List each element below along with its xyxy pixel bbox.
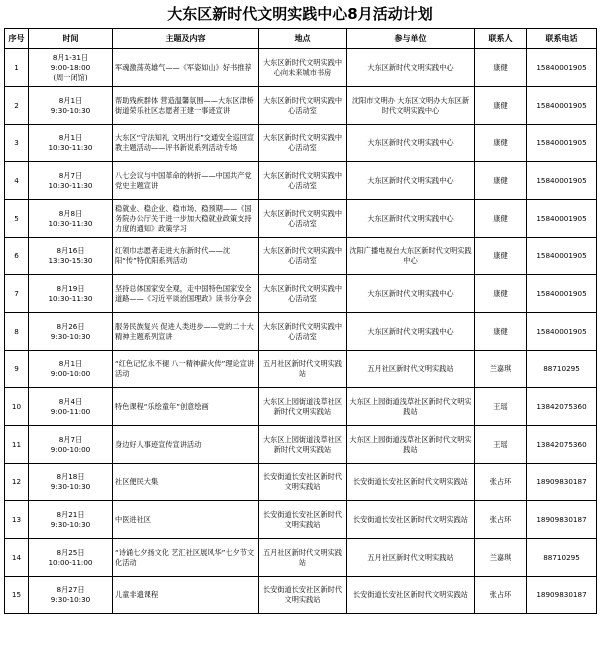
time-line: 8月4日 bbox=[58, 396, 83, 406]
cell-unit: 大东区上园街道浅草社区新时代文明实践站 bbox=[347, 388, 475, 426]
cell-phone: 15840001905 bbox=[527, 238, 597, 275]
cell-phone: 15840001905 bbox=[527, 125, 597, 162]
time-line: 9:30-10:30 bbox=[50, 482, 91, 491]
cell-time bbox=[29, 200, 113, 238]
cell-contact: 康健 bbox=[475, 49, 527, 87]
cell-no: 14 bbox=[5, 539, 29, 577]
cell-place: 大东区新时代文明实践中心活动室 bbox=[259, 200, 347, 238]
cell-no: 7 bbox=[5, 275, 29, 313]
header-no: 序号 bbox=[5, 29, 29, 49]
header-theme: 主题及内容 bbox=[113, 29, 259, 49]
time-line: 8月1日 bbox=[58, 95, 83, 105]
cell-contact: 康健 bbox=[475, 200, 527, 238]
cell-theme: “红色记忆永不褪 八一精神薪火传”理论宣讲活动 bbox=[113, 351, 259, 388]
cell-unit: 大东区新时代文明实践中心 bbox=[347, 49, 475, 87]
cell-place: 大东区新时代文明实践中心活动室 bbox=[259, 238, 347, 275]
cell-place: 五月社区新时代文明实践站 bbox=[259, 539, 347, 577]
cell-unit: 大东区上园街道浅草社区新时代文明实践站 bbox=[347, 426, 475, 464]
cell-unit: 大东区新时代文明实践中心 bbox=[347, 125, 475, 162]
time-line: 10:30-11:30 bbox=[48, 143, 93, 152]
table-row bbox=[5, 577, 597, 614]
cell-place: 大东区新时代文明实践中心活动室 bbox=[259, 162, 347, 200]
cell-phone: 13842075360 bbox=[527, 388, 597, 426]
time-line: 10:30-11:30 bbox=[48, 180, 93, 190]
cell-no: 6 bbox=[5, 238, 29, 275]
time-line: (周一闭馆) bbox=[53, 72, 88, 82]
cell-contact: 张占环 bbox=[475, 464, 527, 501]
cell-contact: 康健 bbox=[475, 313, 527, 351]
time-line: 8月7日 bbox=[58, 170, 83, 180]
time-line: 8月8日 bbox=[58, 208, 83, 218]
cell-no: 1 bbox=[5, 49, 29, 87]
cell-time bbox=[29, 162, 113, 200]
cell-theme: 服务民族复兴 促进人类进步——党的二十大精神主题系列宣讲 bbox=[113, 313, 259, 351]
cell-contact: 康健 bbox=[475, 162, 527, 200]
cell-contact: 兰嘉琪 bbox=[475, 351, 527, 388]
table-row bbox=[5, 125, 597, 162]
time-line: 8月1日 bbox=[58, 359, 83, 368]
cell-phone: 88710295 bbox=[527, 539, 597, 577]
time-line: 9:30-10:30 bbox=[50, 331, 91, 341]
cell-contact: 张占环 bbox=[475, 501, 527, 539]
cell-time bbox=[29, 426, 113, 464]
cell-unit: 大东区新时代文明实践中心 bbox=[347, 313, 475, 351]
time-line: 9:30-10:30 bbox=[50, 519, 91, 529]
cell-place: 长安街道长安社区新时代文明实践站 bbox=[259, 464, 347, 501]
cell-place: 大东区新时代文明实践中心向未来城市书房 bbox=[259, 49, 347, 87]
cell-time bbox=[29, 49, 113, 87]
header-time: 时间 bbox=[29, 29, 113, 49]
cell-no: 5 bbox=[5, 200, 29, 238]
cell-no: 2 bbox=[5, 87, 29, 125]
cell-time bbox=[29, 275, 113, 313]
cell-theme: 特色课程“乐绘童年”创意绘画 bbox=[113, 388, 259, 426]
cell-contact: 王瑶 bbox=[475, 426, 527, 464]
cell-theme: 身边好人事迹宣传宣讲活动 bbox=[113, 426, 259, 464]
cell-phone: 18909830187 bbox=[527, 501, 597, 539]
cell-place: 长安街道长安社区新时代文明实践站 bbox=[259, 577, 347, 614]
time-line: 8月25日 bbox=[56, 547, 85, 557]
cell-phone: 18909830187 bbox=[527, 577, 597, 614]
table-row bbox=[5, 49, 597, 87]
cell-unit: 长安街道长安社区新时代文明实践站 bbox=[347, 464, 475, 501]
cell-time bbox=[29, 351, 113, 388]
cell-phone: 15840001905 bbox=[527, 275, 597, 313]
table-row bbox=[5, 539, 597, 577]
time-line: 8月16日 bbox=[56, 246, 85, 255]
cell-unit: 长安街道长安社区新时代文明实践站 bbox=[347, 501, 475, 539]
cell-theme: 八七会议与中国革命的转折——中国共产党党史主题宣讲 bbox=[113, 162, 259, 200]
cell-phone: 15840001905 bbox=[527, 162, 597, 200]
cell-contact: 康健 bbox=[475, 238, 527, 275]
cell-phone: 15840001905 bbox=[527, 200, 597, 238]
time-line: 9:00-10:00 bbox=[50, 444, 91, 454]
cell-time bbox=[29, 313, 113, 351]
cell-theme: 坚持总体国家安全观，走中国特色国家安全道路——《习近平谈治国理政》读书分享会 bbox=[113, 275, 259, 313]
cell-theme: 中医进社区 bbox=[113, 501, 259, 539]
time-line: 9:00-10:00 bbox=[50, 369, 91, 378]
table-row bbox=[5, 275, 597, 313]
cell-theme: 社区便民大集 bbox=[113, 464, 259, 501]
header-phone: 联系电话 bbox=[527, 29, 597, 49]
table-row bbox=[5, 501, 597, 539]
cell-contact: 兰嘉琪 bbox=[475, 539, 527, 577]
cell-no: 9 bbox=[5, 351, 29, 388]
cell-theme: 红领巾志愿者走进大东新时代——沈阳“传”特优阳系列活动 bbox=[113, 238, 259, 275]
cell-unit: 五月社区新时代文明实践站 bbox=[347, 539, 475, 577]
time-line: 13:30-15:30 bbox=[48, 256, 93, 265]
cell-theme: “诗诵七夕扬文化 艺汇社区展风华”七夕节文化活动 bbox=[113, 539, 259, 577]
cell-contact: 康健 bbox=[475, 87, 527, 125]
time-line: 8月27日 bbox=[56, 585, 85, 594]
cell-time bbox=[29, 238, 113, 275]
cell-theme: 帮助残疾群体 营造温馨氛围——大东区津桥街道荣乐社区志愿者王建一事迹宣讲 bbox=[113, 87, 259, 125]
table-row bbox=[5, 87, 597, 125]
cell-time bbox=[29, 501, 113, 539]
header-contact: 联系人 bbox=[475, 29, 527, 49]
header-unit: 参与单位 bbox=[347, 29, 475, 49]
table-row bbox=[5, 162, 597, 200]
cell-unit: 长安街道长安社区新时代文明实践站 bbox=[347, 577, 475, 614]
table-row bbox=[5, 313, 597, 351]
cell-contact: 王瑶 bbox=[475, 388, 527, 426]
cell-time bbox=[29, 87, 113, 125]
cell-no: 11 bbox=[5, 426, 29, 464]
time-line: 10:00-11:00 bbox=[48, 557, 93, 567]
cell-place: 大东区新时代文明实践中心活动室 bbox=[259, 313, 347, 351]
table-row bbox=[5, 388, 597, 426]
time-line: 10:30-11:30 bbox=[48, 218, 93, 228]
time-line: 9:00-11:00 bbox=[50, 406, 91, 416]
cell-no: 13 bbox=[5, 501, 29, 539]
time-line: 9:30-10:30 bbox=[50, 105, 91, 115]
cell-unit: 沈阳市文明办 大东区文明办大东区新时代文明实践中心 bbox=[347, 87, 475, 125]
cell-theme: 大东区“守法知礼 文明出行”交通安全巡回宣教主题活动——评书新说系列活动专场 bbox=[113, 125, 259, 162]
time-line: 9:00-18:00 bbox=[50, 62, 91, 72]
cell-unit: 大东区新时代文明实践中心 bbox=[347, 200, 475, 238]
header-place: 地点 bbox=[259, 29, 347, 49]
cell-no: 3 bbox=[5, 125, 29, 162]
time-line: 10:30-11:30 bbox=[48, 293, 93, 303]
cell-place: 大东区新时代文明实践中心活动室 bbox=[259, 125, 347, 162]
cell-no: 4 bbox=[5, 162, 29, 200]
cell-unit: 沈阳广播电视台大东区新时代文明实践中心 bbox=[347, 238, 475, 275]
cell-theme: 儿童非遗课程 bbox=[113, 577, 259, 614]
cell-theme: 稳就业、稳企业、稳市场、稳预期——《国务院办公厅关于进一步加大稳就业政策支持力度的通知》政策学习 bbox=[113, 200, 259, 238]
cell-phone: 18909830187 bbox=[527, 464, 597, 501]
cell-theme: 军魂激荡英雄气——《军姿如山》好书推荐 bbox=[113, 49, 259, 87]
cell-place: 大东区上园街道浅草社区新时代文明实践站 bbox=[259, 426, 347, 464]
cell-place: 大东区新时代文明实践中心活动室 bbox=[259, 87, 347, 125]
cell-no: 12 bbox=[5, 464, 29, 501]
cell-contact: 康健 bbox=[475, 125, 527, 162]
cell-unit: 大东区新时代文明实践中心 bbox=[347, 275, 475, 313]
cell-unit: 五月社区新时代文明实践站 bbox=[347, 351, 475, 388]
table-row bbox=[5, 464, 597, 501]
time-line: 8月7日 bbox=[58, 434, 83, 444]
time-line: 8月26日 bbox=[56, 321, 85, 331]
cell-phone: 15840001905 bbox=[527, 313, 597, 351]
time-line: 8月21日 bbox=[56, 509, 85, 519]
cell-no: 8 bbox=[5, 313, 29, 351]
cell-no: 10 bbox=[5, 388, 29, 426]
time-line: 8月1日 bbox=[58, 133, 83, 142]
time-line: 9:30-10:30 bbox=[50, 595, 91, 604]
table-row bbox=[5, 200, 597, 238]
table-row bbox=[5, 238, 597, 275]
page-title: 大东区新时代文明实践中心8月活动计划 bbox=[167, 5, 433, 23]
cell-time bbox=[29, 125, 113, 162]
activity-table bbox=[4, 28, 597, 614]
cell-phone: 13842075360 bbox=[527, 426, 597, 464]
cell-time bbox=[29, 577, 113, 614]
cell-time bbox=[29, 464, 113, 501]
cell-place: 大东区上园街道浅草社区新时代文明实践站 bbox=[259, 388, 347, 426]
cell-time bbox=[29, 539, 113, 577]
cell-phone: 88710295 bbox=[527, 351, 597, 388]
table-row bbox=[5, 351, 597, 388]
table-header-row bbox=[5, 29, 597, 49]
time-line: 8月1-31日 bbox=[52, 52, 89, 62]
cell-phone: 15840001905 bbox=[527, 49, 597, 87]
time-line: 8月19日 bbox=[56, 283, 85, 293]
cell-time bbox=[29, 388, 113, 426]
cell-place: 长安街道长安社区新时代文明实践站 bbox=[259, 501, 347, 539]
table-row bbox=[5, 426, 597, 464]
cell-unit: 大东区新时代文明实践中心 bbox=[347, 162, 475, 200]
cell-place: 五月社区新时代文明实践站 bbox=[259, 351, 347, 388]
time-line: 8月18日 bbox=[56, 472, 85, 481]
cell-no: 15 bbox=[5, 577, 29, 614]
cell-contact: 张占环 bbox=[475, 577, 527, 614]
cell-contact: 康健 bbox=[475, 275, 527, 313]
cell-phone: 15840001905 bbox=[527, 87, 597, 125]
cell-place: 大东区新时代文明实践中心活动室 bbox=[259, 275, 347, 313]
